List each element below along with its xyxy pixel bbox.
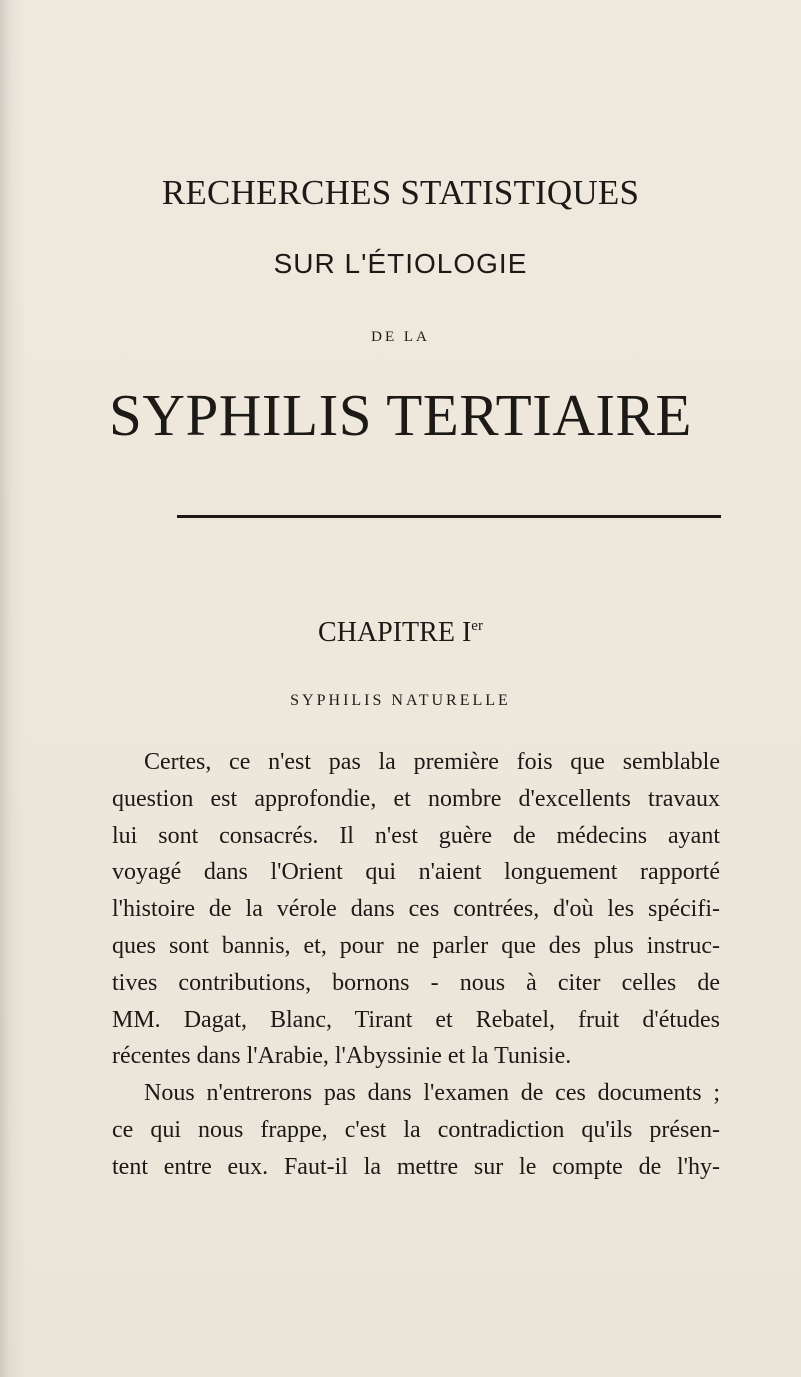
paragraph-1-line-8: MM. Dagat, Blanc, Tirant et Rebatel, fruit d'études (112, 1006, 720, 1033)
paragraph-1-line-3: lui sont consacrés. Il n'est guère de médecins ayant (112, 822, 720, 849)
paragraph-2-line-1: Nous n'entrerons pas dans l'examen de ces documents ; (144, 1080, 720, 1107)
chapter-subtitle: SYPHILIS NATURELLE (290, 692, 511, 709)
paragraph-1-line-7: tives contributions, bornons - nous à citer celles de (112, 969, 720, 996)
body-text (112, 744, 720, 1186)
paragraph-1-line-5: l'histoire de la vérole dans ces contrées, d'où les spécifi- (112, 896, 720, 923)
paragraph-1-line-2: question est approfondie, et nombre d'excellents travaux (112, 785, 720, 812)
paragraph-2-line-2: ce qui nous frappe, c'est la contradiction qu'ils présen- (112, 1116, 720, 1143)
title-recherches-statistiques: RECHERCHES STATISTIQUES (161, 173, 640, 212)
paragraph-1-line-4: voyagé dans l'Orient qui n'aient longuement rapporté (112, 859, 720, 886)
chapter-label: CHAPITRE I (318, 617, 472, 648)
title-syphilis-tertiaire: SYPHILIS TERTIAIRE (109, 382, 692, 448)
chapter-heading (0, 617, 801, 649)
title-de-la: DE LA (371, 329, 430, 345)
paragraph-1-line-1: Certes, ce n'est pas la première fois que semblable (144, 749, 720, 775)
chapter-superscript: er (471, 618, 483, 634)
title-divider (177, 515, 721, 518)
title-sur-letiologie: SUR L'ÉTIOLOGIE (273, 248, 528, 279)
paragraph-1-line-6: ques sont bannis, et, pour ne parler que des plus instruc- (112, 932, 720, 959)
paragraph-2-line-3: tent entre eux. Faut-il la mettre sur le compte de l'hy- (112, 1153, 720, 1180)
paragraph-1-line-9: récentes dans l'Arabie, l'Abyssinie et la Tunisie. (112, 1043, 572, 1070)
